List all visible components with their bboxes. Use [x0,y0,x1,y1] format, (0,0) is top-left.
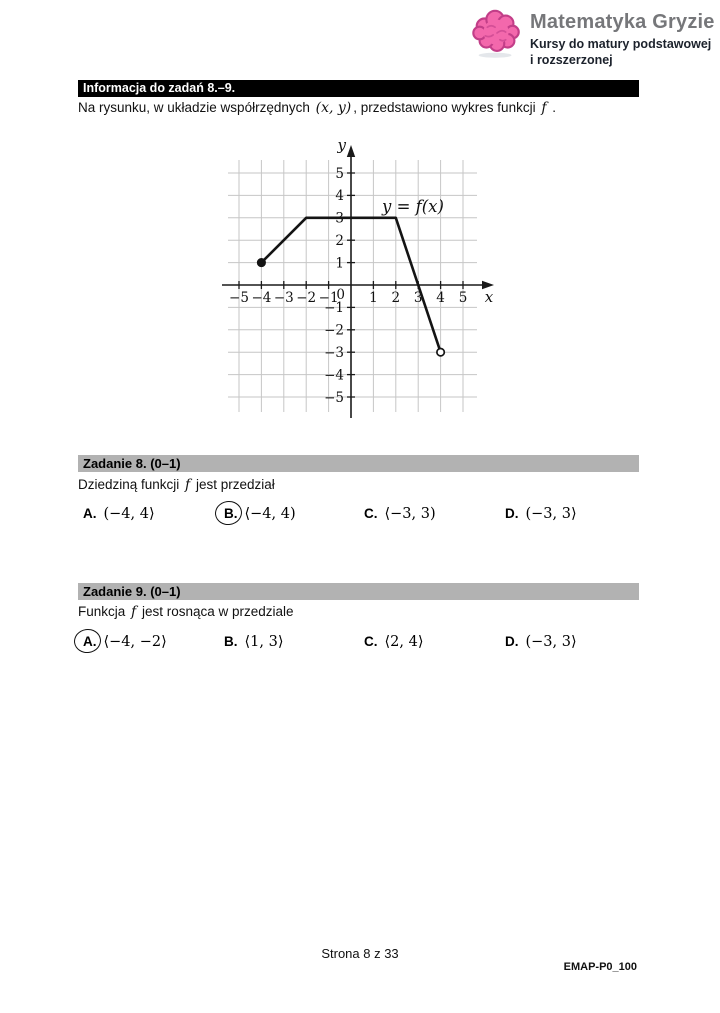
option-letter: C. [364,634,378,649]
option-value: (−3, 3⟩ [525,634,577,650]
svg-text:1: 1 [369,290,378,306]
svg-text:4: 4 [335,188,344,205]
task-8-question-math-f: f [185,477,191,493]
brand-title: Matematyka Gryzie [530,11,715,33]
answer-circle-mark [72,627,102,655]
task-9-option-d [503,631,577,652]
answer-circle-mark [213,499,243,527]
function-graph [215,133,507,425]
svg-text:−5: −5 [229,290,249,306]
svg-text:3: 3 [335,210,344,227]
option-value: (−3, 3⟩ [525,506,577,522]
svg-text:−1: −1 [324,300,344,317]
brain-logo-icon [468,4,526,62]
task-9-question-math-f: f [131,604,137,620]
option-letter: D. [505,506,519,521]
svg-text:1: 1 [335,255,344,272]
svg-text:4: 4 [436,290,445,306]
option-value: ⟨2, 4⟩ [384,634,424,650]
svg-text:y: y [337,136,346,154]
option-value: ⟨−3, 3) [384,506,436,522]
task-9-question-pre: Funkcja [78,604,130,619]
svg-text:−2: −2 [296,290,317,306]
task-8-option-a [81,503,155,524]
svg-text:−4: −4 [324,367,344,384]
task-9-option-c [362,631,423,652]
task-9-header: Zadanie 9. (0–1) [78,583,639,600]
task-8-option-d [503,503,577,524]
intro-math-xy: (x, y) [315,100,352,116]
option-letter: B. [224,634,238,649]
option-letter: D. [505,634,519,649]
svg-text:−3: −3 [273,290,294,306]
task-9-options-row [78,631,639,661]
task-8-header: Zadanie 8. (0–1) [78,455,639,472]
svg-text:−1: −1 [318,290,339,306]
intro-text-1: Na rysunku, w układzie współrzędnych [78,100,314,115]
task-8-options-row [78,503,639,533]
option-value: (−4, 4⟩ [103,506,155,522]
svg-text:−5: −5 [324,389,344,406]
intro-math-f: f [541,100,547,116]
option-letter: A. [81,631,99,652]
svg-text:−2: −2 [324,322,344,339]
svg-text:y = f(x): y = f(x) [382,197,444,216]
task-8-option-c [362,503,436,524]
task-9-option-a [81,631,167,652]
exam-sheet-code: EMAP-P0_100 [563,961,637,973]
intro-sentence [78,100,556,116]
intro-text-2: , przedstawiono wykres funkcji [353,100,540,115]
svg-text:−4: −4 [251,290,272,306]
option-value: ⟨−4, 4) [244,506,296,522]
task-9-option-b [222,631,283,652]
option-letter: A. [83,506,97,521]
option-value: ⟨1, 3⟩ [244,634,284,650]
svg-text:5: 5 [458,290,468,306]
svg-text:2: 2 [391,290,401,306]
svg-text:x: x [484,288,494,306]
task-9-question [78,604,294,620]
task-8-question [78,477,275,493]
task-8-option-b [222,503,296,524]
svg-text:−3: −3 [324,345,344,361]
task-8-question-post: jest przedział [192,477,275,492]
task-9-question-post: jest rosnąca w przedziale [138,604,294,619]
page-number: Strona 8 z 33 [321,946,399,961]
svg-text:3: 3 [413,290,423,306]
option-letter: B. [222,503,240,524]
brand-tagline-line2: i rozszerzonej [530,53,613,67]
info-banner: Informacja do zadań 8.–9. [78,80,639,97]
brand-tagline-line1: Kursy do matury podstawowej [530,37,712,51]
option-letter: C. [364,506,378,521]
svg-text:0: 0 [336,287,345,303]
intro-text-3: . [548,100,557,115]
task-8-question-pre: Dziedziną funkcji [78,477,184,492]
option-value: ⟨−4, −2⟩ [103,634,167,650]
svg-text:5: 5 [335,165,344,182]
svg-text:2: 2 [335,233,344,249]
